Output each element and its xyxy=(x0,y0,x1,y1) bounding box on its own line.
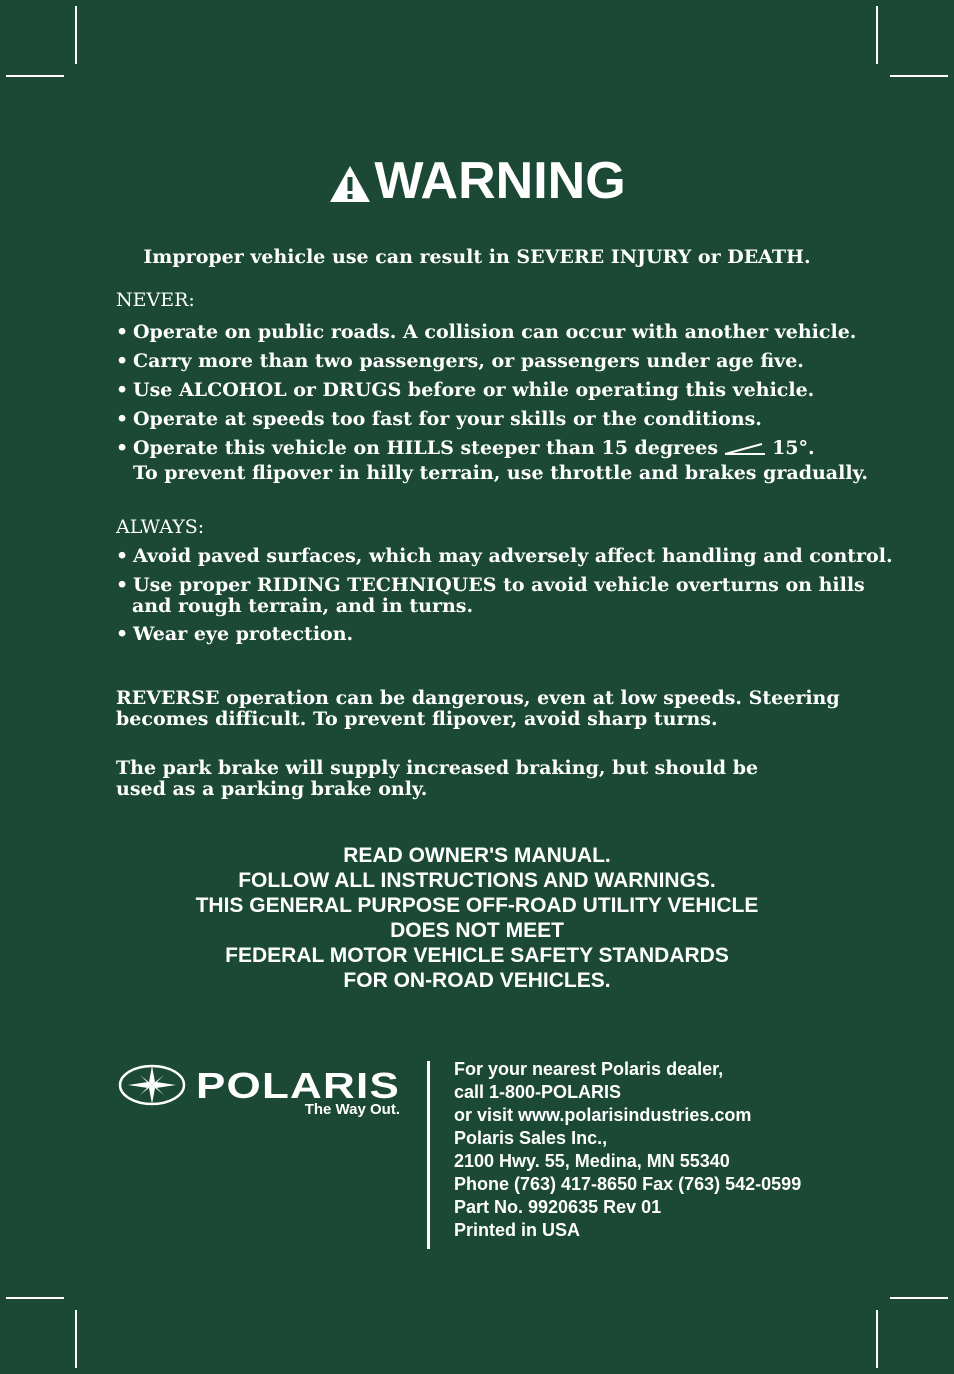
contact-line: Part No. 9920635 Rev 01 xyxy=(454,1197,662,1217)
contact-line: Printed in USA xyxy=(454,1220,581,1240)
crop-mark xyxy=(6,1297,64,1299)
polaris-tagline: The Way Out. xyxy=(304,1101,400,1118)
always-item-continuation: and rough terrain, and in turns. xyxy=(132,595,474,617)
polaris-logo xyxy=(118,1063,408,1123)
notice-block xyxy=(0,843,954,993)
contact-block xyxy=(454,1058,801,1242)
bullet-icon: • xyxy=(116,437,129,459)
reverse-line: becomes difficult. To prevent flipover, avoid sharp turns. xyxy=(116,708,718,730)
crop-mark xyxy=(75,6,77,64)
bullet-icon: • xyxy=(116,623,129,645)
always-item-text: Avoid paved surfaces, which may adversely affect handling and control. xyxy=(133,545,893,567)
never-item-text: Use ALCOHOL or DRUGS before or while operating this vehicle. xyxy=(133,379,815,401)
crop-mark xyxy=(890,75,948,77)
notice-line: FEDERAL MOTOR VEHICLE SAFETY STANDARDS xyxy=(225,944,729,967)
notice-line: DOES NOT MEET xyxy=(390,919,564,942)
bullet-icon: • xyxy=(116,545,129,567)
always-item xyxy=(116,622,353,646)
notice-line: FOR ON-ROAD VEHICLES. xyxy=(343,969,611,992)
always-item-text: Use proper RIDING TECHNIQUES to avoid vehicle overturns on hills xyxy=(133,574,865,596)
contact-line: For your nearest Polaris dealer, xyxy=(454,1059,724,1079)
never-item xyxy=(116,407,762,431)
contact-line: or visit www.polarisindustries.com xyxy=(454,1105,752,1125)
always-item-text: Wear eye protection. xyxy=(133,623,354,645)
warning-title-text: WARNING xyxy=(374,152,626,210)
park-brake-line: used as a parking brake only. xyxy=(116,778,428,800)
slope-icon xyxy=(724,442,766,456)
never-item-text: Operate on public roads. A collision can occur with another vehicle. xyxy=(133,321,857,343)
contact-line: call 1-800-POLARIS xyxy=(454,1082,622,1102)
warning-triangle-icon xyxy=(328,164,372,204)
crop-mark xyxy=(876,6,878,64)
reverse-line: REVERSE operation can be dangerous, even at low speeds. Steering xyxy=(116,687,840,709)
park-brake-line: The park brake will supply increased braking, but should be xyxy=(116,757,759,779)
never-item xyxy=(116,378,814,402)
notice-line: FOLLOW ALL INSTRUCTIONS AND WARNINGS. xyxy=(238,869,716,892)
contact-line: Polaris Sales Inc., xyxy=(454,1128,608,1148)
never-item xyxy=(116,320,856,344)
crop-mark xyxy=(6,75,64,77)
slope-value: 15°. xyxy=(772,437,815,459)
bullet-icon: • xyxy=(116,408,129,430)
bullet-icon: • xyxy=(116,379,129,401)
vertical-divider xyxy=(427,1061,430,1249)
crop-mark xyxy=(75,1310,77,1368)
notice-line: READ OWNER'S MANUAL. xyxy=(343,844,611,867)
warning-title xyxy=(0,148,954,214)
never-item-text: Operate at speeds too fast for your skills or the conditions. xyxy=(133,408,762,430)
crop-mark xyxy=(890,1297,948,1299)
compass-star-icon xyxy=(128,1066,176,1104)
bullet-icon: • xyxy=(116,350,129,372)
never-item xyxy=(116,349,804,373)
notice-line: THIS GENERAL PURPOSE OFF-ROAD UTILITY VEHICLE xyxy=(195,894,759,917)
bullet-icon: • xyxy=(116,321,129,343)
never-heading: NEVER: xyxy=(116,289,195,311)
never-item xyxy=(116,436,815,460)
never-item-text: Operate this vehicle on HILLS steeper than 15 degrees xyxy=(133,437,719,459)
contact-line: Phone (763) 417-8650 Fax (763) 542-0599 xyxy=(454,1174,802,1194)
intro-statement: Improper vehicle use can result in SEVERE INJURY or DEATH. xyxy=(143,246,811,268)
always-item xyxy=(116,544,893,568)
crop-mark xyxy=(876,1310,878,1368)
polaris-wordmark: POLARIS xyxy=(196,1065,400,1106)
bullet-icon: • xyxy=(116,574,129,596)
always-heading: ALWAYS: xyxy=(116,516,205,538)
never-item-continuation: To prevent flipover in hilly terrain, use throttle and brakes gradually. xyxy=(133,462,869,484)
never-item-text: Carry more than two passengers, or passengers under age five. xyxy=(133,350,804,372)
contact-line: 2100 Hwy. 55, Medina, MN 55340 xyxy=(454,1151,730,1171)
